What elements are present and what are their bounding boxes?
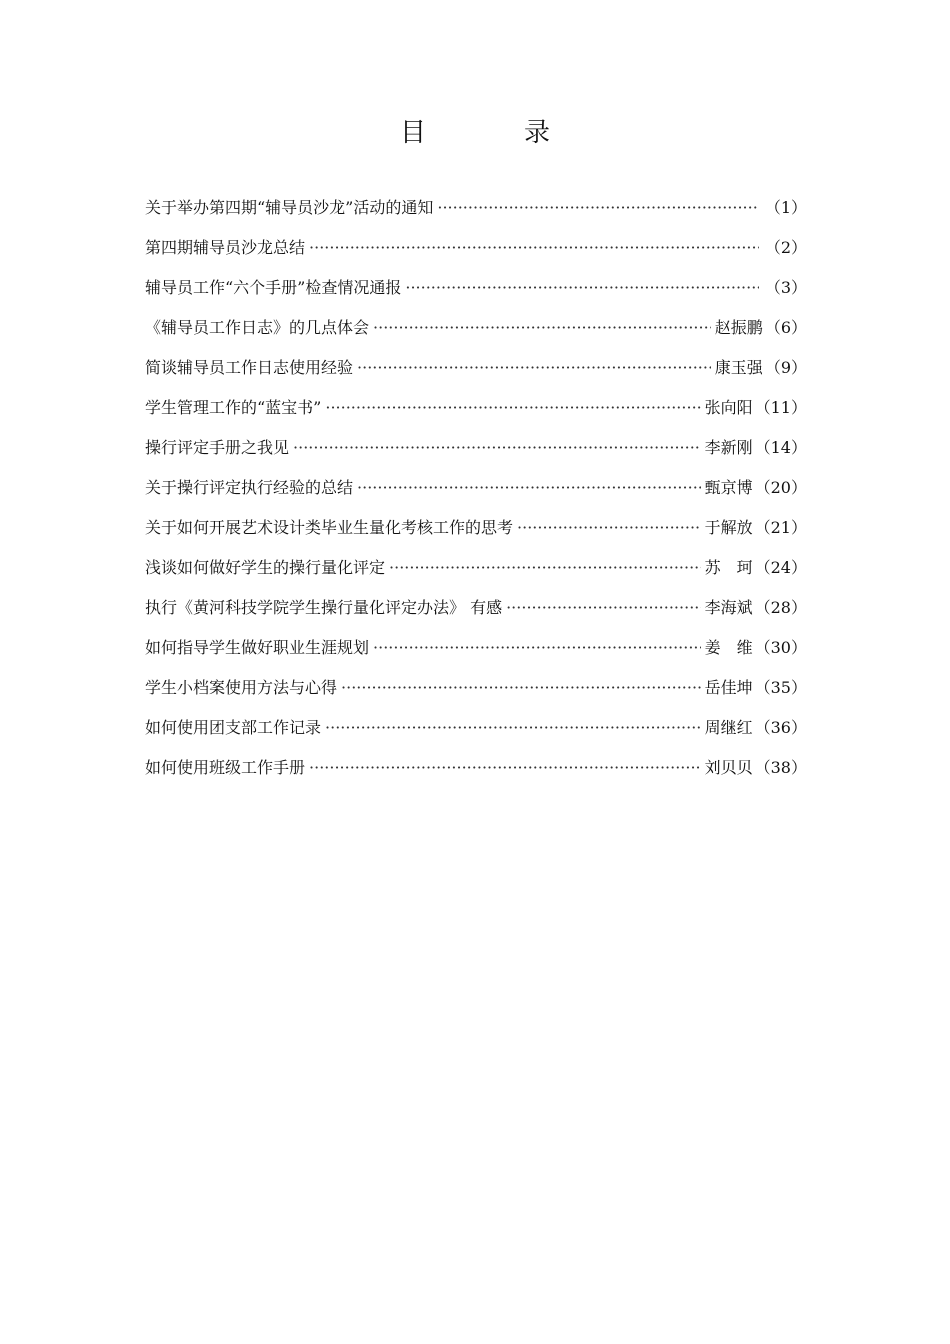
toc-entry-author: 姜 维 <box>704 638 753 657</box>
toc-entry-title: 如何指导学生做好职业生涯规划 <box>145 638 370 657</box>
toc-entry-page: （11） <box>754 398 807 417</box>
toc-entry <box>145 474 807 514</box>
toc-entry-page: （36） <box>754 718 807 737</box>
toc-entry <box>145 354 807 394</box>
toc-entry <box>145 714 807 754</box>
toc-entry-title: 浅谈如何做好学生的操行量化评定 <box>145 558 386 577</box>
toc-entry-author: 李海斌 <box>704 598 753 617</box>
toc-entry-title: 操行评定手册之我见 <box>145 438 290 457</box>
toc-leader-dots <box>373 634 701 662</box>
toc-entry-page: （6） <box>764 318 807 337</box>
toc-entry-author: 刘贝贝 <box>704 758 753 777</box>
toc-leader-dots <box>357 354 711 382</box>
toc-leader-dots <box>309 234 759 262</box>
toc-entry <box>145 634 807 674</box>
toc-entry <box>145 514 807 554</box>
toc-entry-author: 张向阳 <box>704 398 753 417</box>
toc-entry-title: 第四期辅导员沙龙总结 <box>145 238 306 257</box>
toc-entry <box>145 594 807 634</box>
toc-entry-page: （1） <box>764 198 807 217</box>
toc-entry <box>145 394 807 434</box>
toc-entry-author: 赵振鹏 <box>714 318 763 337</box>
toc-entry-title: 如何使用班级工作手册 <box>145 758 306 777</box>
toc-entry-title: 学生管理工作的“蓝宝书” <box>145 398 322 417</box>
toc-entry-title: 关于举办第四期“辅导员沙龙”活动的通知 <box>145 198 434 217</box>
toc-entry-title: 辅导员工作“六个手册”检查情况通报 <box>145 278 402 297</box>
toc-leader-dots <box>389 554 701 582</box>
toc-leader-dots <box>506 594 701 622</box>
toc-entry-page: （35） <box>754 678 807 697</box>
toc-entry-page: （30） <box>754 638 807 657</box>
toc-entry-page: （24） <box>754 558 807 577</box>
toc-entry-title: 关于如何开展艺术设计类毕业生量化考核工作的思考 <box>145 518 514 537</box>
toc-entry-page: （28） <box>754 598 807 617</box>
toc-leader-dots <box>325 394 700 422</box>
toc-entry-page: （9） <box>764 358 807 377</box>
toc-entry-author: 甄京博 <box>704 478 753 497</box>
toc-entry-author: 康玉强 <box>714 358 763 377</box>
toc-entry <box>145 434 807 474</box>
toc-leader-dots <box>309 754 701 782</box>
toc-entry-title: 《辅导员工作日志》的几点体会 <box>145 318 370 337</box>
toc-entry-title: 学生小档案使用方法与心得 <box>145 678 338 697</box>
toc-entry-page: （20） <box>754 478 807 497</box>
toc-entry-page: （21） <box>754 518 807 537</box>
toc-entry-page: （3） <box>764 278 807 297</box>
toc-leader-dots <box>357 474 701 502</box>
toc-entry <box>145 554 807 594</box>
toc-entry-title: 简谈辅导员工作日志使用经验 <box>145 358 354 377</box>
toc-entry-page: （2） <box>764 238 807 257</box>
toc-entry <box>145 314 807 354</box>
toc-leader-dots <box>517 514 701 542</box>
toc-entry-title: 如何使用团支部工作记录 <box>145 718 322 737</box>
toc-leader-dots <box>373 314 711 342</box>
toc-entry-author: 岳佳坤 <box>704 678 753 697</box>
toc-leader-dots <box>293 434 701 462</box>
toc-leader-dots <box>341 674 701 702</box>
toc-leader-dots <box>405 274 758 302</box>
toc-entry-author: 周继红 <box>704 718 753 737</box>
toc-leader-dots <box>325 714 701 742</box>
toc-entry-author: 李新刚 <box>704 438 753 457</box>
toc-entry-page: （14） <box>754 438 807 457</box>
toc-entry-title: 执行《黄河科技学院学生操行量化评定办法》 有感 <box>145 598 503 617</box>
toc-leader-dots <box>437 194 758 222</box>
toc-entry <box>145 194 807 234</box>
toc-list <box>145 194 807 794</box>
toc-entry-title: 关于操行评定执行经验的总结 <box>145 478 354 497</box>
toc-entry <box>145 274 807 314</box>
toc-title: 目 录 <box>399 118 586 148</box>
toc-entry-page: （38） <box>754 758 807 777</box>
toc-entry <box>145 674 807 714</box>
toc-entry-author: 于解放 <box>704 518 753 537</box>
toc-entry-author: 苏 珂 <box>704 558 753 577</box>
toc-entry <box>145 754 807 794</box>
toc-entry <box>145 234 807 274</box>
